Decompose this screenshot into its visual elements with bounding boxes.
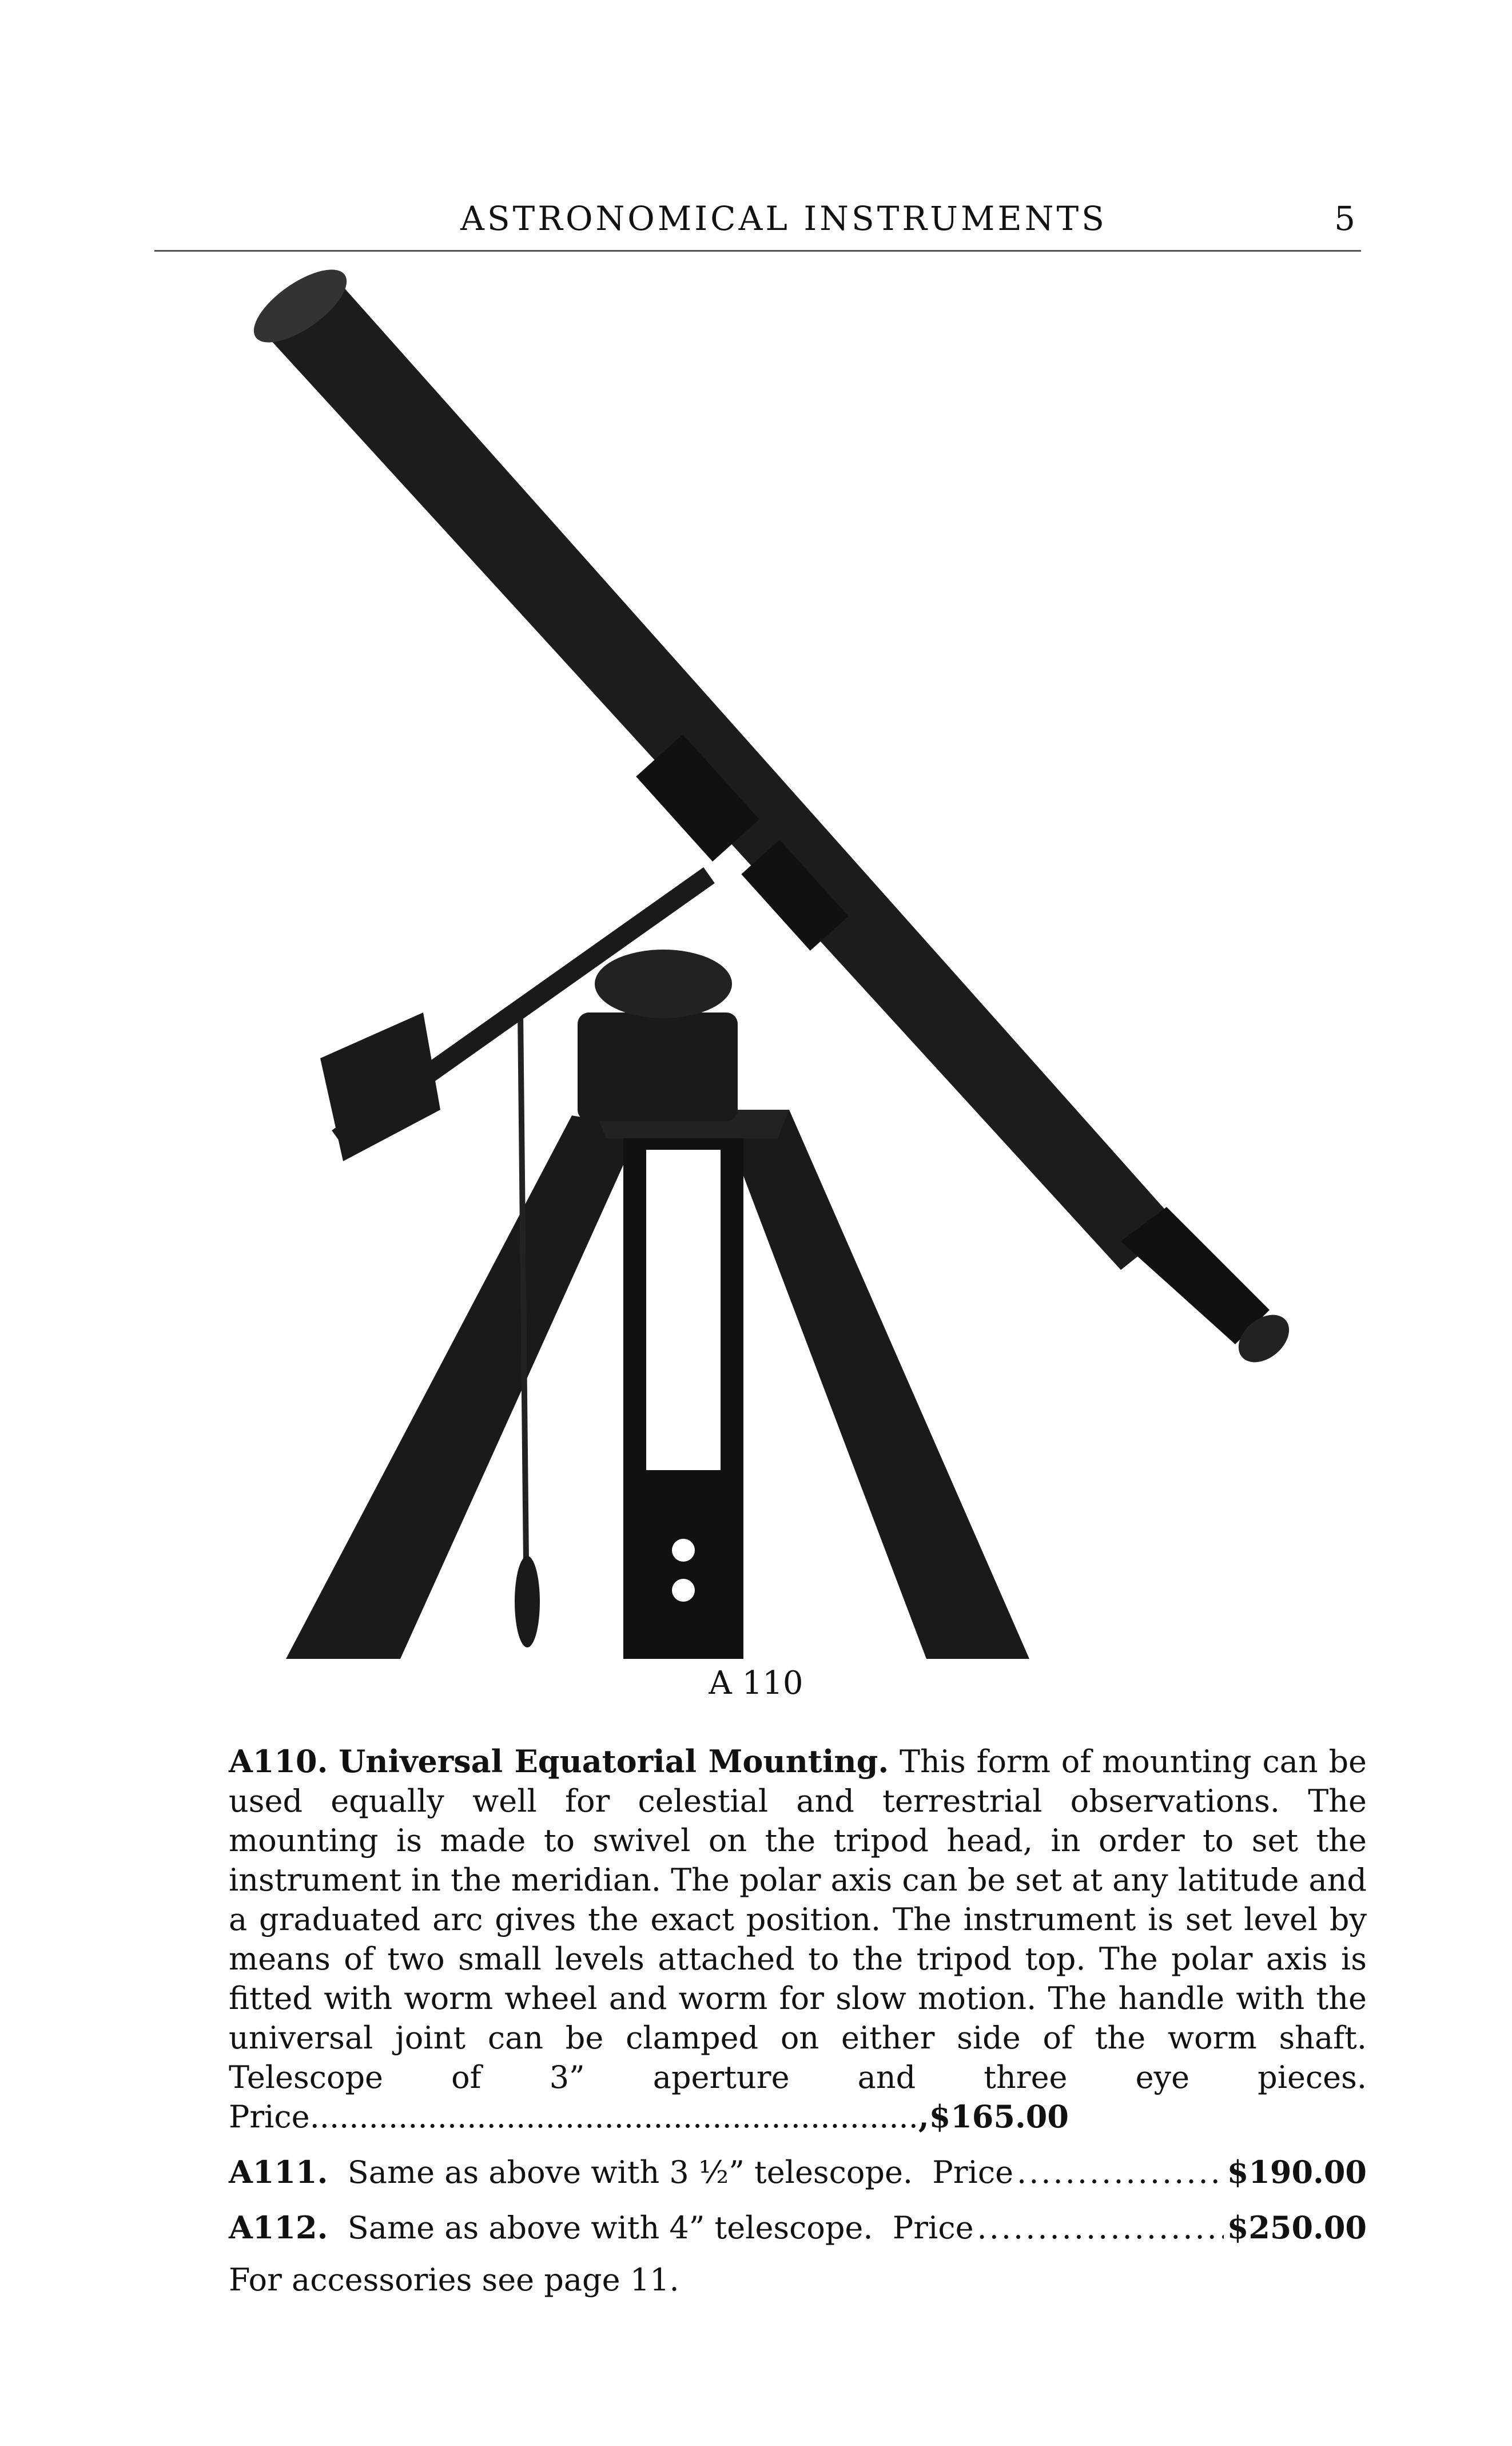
main-paragraph: [163, 1742, 1367, 2137]
price-label: Price: [229, 2099, 310, 2135]
variant-code: A111.: [229, 2154, 328, 2190]
variant-text: Same as above with 3 ½” telescope.: [347, 2154, 913, 2190]
item-description: This form of mounting can be used equally well for celestial and terrestrial observations. The mounting is made to swivel on the tripod head, in order to set the instrument in the meridian. The polar axis can be set at any latitude and a graduated arc gives the exact position. The instrument is set level by means of two small levels attached to the tripod top. The polar axis is fitted with worm wheel and worm for slow motion. The handle with the universal joint can be clamped on either side of the worm shaft. Telescope of 3” aperture and three eye pieces.: [229, 1744, 1367, 2095]
running-title: ASTRONOMICAL INSTRUMENTS: [460, 199, 1107, 238]
price-leader-dots: [1017, 2153, 1224, 2192]
variant-text: Same as above with 4” telescope.: [347, 2210, 873, 2246]
variant-price-label: Price: [892, 2210, 974, 2246]
header-rule: [154, 250, 1361, 252]
telescope-on-tripod-icon: [252, 269, 1350, 1665]
figure-caption: A 110: [709, 1665, 803, 1702]
variant-price: $190.00: [1227, 2154, 1367, 2190]
variant-row: [163, 2153, 1367, 2192]
item-price: ,$165.00: [918, 2098, 1069, 2135]
page-header: [154, 189, 1361, 252]
variant-price-label: Price: [932, 2154, 1014, 2190]
variant-price: $250.00: [1227, 2209, 1367, 2246]
item-title: Universal Equatorial Mounting.: [339, 1743, 889, 1780]
price-leader-dots: [977, 2208, 1224, 2248]
telescope-figure: [252, 269, 1350, 1665]
variant-code: A112.: [229, 2209, 328, 2246]
product-description: [163, 1742, 1367, 2300]
variant-row: [163, 2208, 1367, 2248]
accessories-note: For accessories see page 11.: [229, 2262, 679, 2298]
price-leader-dots: ..............................................................: [309, 2099, 918, 2135]
page-number: 5: [1334, 199, 1355, 238]
item-code: A110.: [229, 1743, 328, 1780]
